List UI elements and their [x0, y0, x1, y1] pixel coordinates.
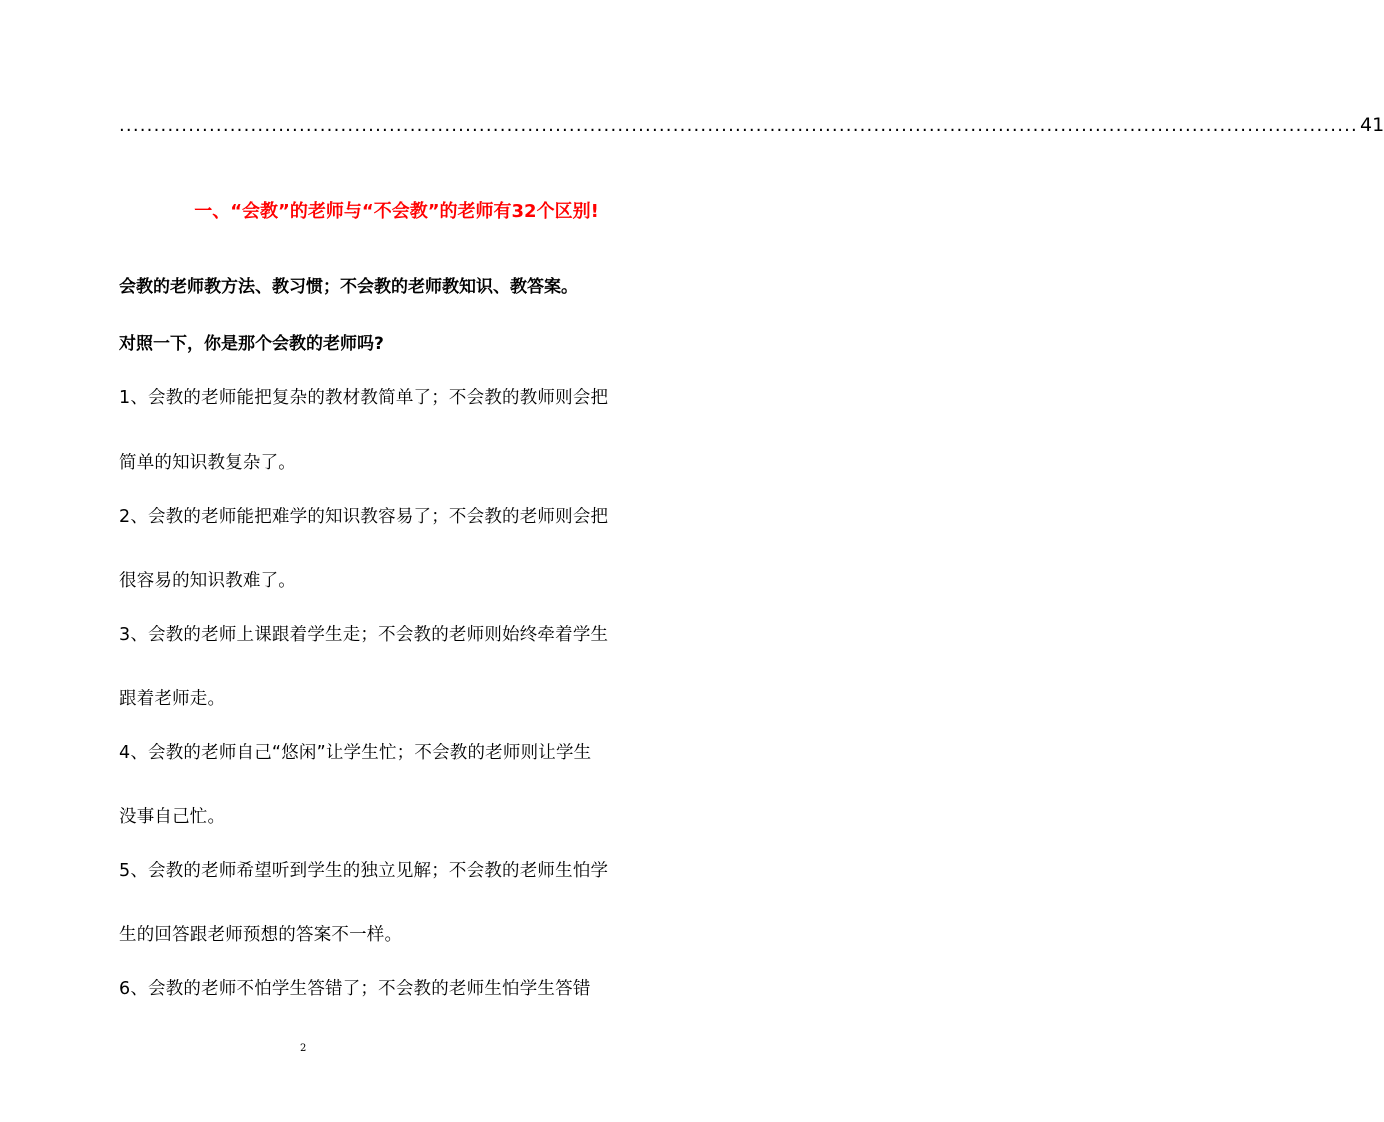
toc-leader-dots: ................................................................................................................................................................................... [119, 115, 1358, 136]
list-item-6-line-1: 6、会教的老师不怕学生答错了；不会教的老师生怕学生答错 [119, 979, 591, 999]
list-item-4-line-2: 没事自己忙。 [119, 807, 226, 827]
page-number: 2 [300, 1043, 307, 1054]
list-item-5-line-1: 5、会教的老师希望听到学生的独立见解；不会教的老师生怕学 [119, 861, 609, 881]
list-item-2-line-2: 很容易的知识教难了。 [119, 571, 296, 591]
list-item-3-line-2: 跟着老师走。 [119, 689, 226, 709]
list-item-5-line-2: 生的回答跟老师预想的答案不一样。 [119, 925, 403, 945]
list-item-1-line-1: 1、会教的老师能把复杂的教材教简单了；不会教的教师则会把 [119, 388, 609, 408]
list-item-3-line-1: 3、会教的老师上课跟着学生走；不会教的老师则始终牵着学生 [119, 625, 609, 645]
section-heading: 一、“会教”的老师与“不会教”的老师有32个区别! [194, 201, 599, 222]
intro-line-2: 对照一下，你是那个会教的老师吗? [119, 334, 384, 354]
list-item-1-line-2: 简单的知识教复杂了。 [119, 453, 296, 473]
toc-entry[interactable] [119, 113, 1384, 138]
list-item-4-line-1: 4、会教的老师自己“悠闲”让学生忙；不会教的老师则让学生 [119, 743, 592, 763]
toc-page-number: 41 [1359, 114, 1384, 136]
intro-line-1: 会教的老师教方法、教习惯；不会教的老师教知识、教答案。 [119, 277, 578, 297]
list-item-2-line-1: 2、会教的老师能把难学的知识教容易了；不会教的老师则会把 [119, 507, 609, 527]
